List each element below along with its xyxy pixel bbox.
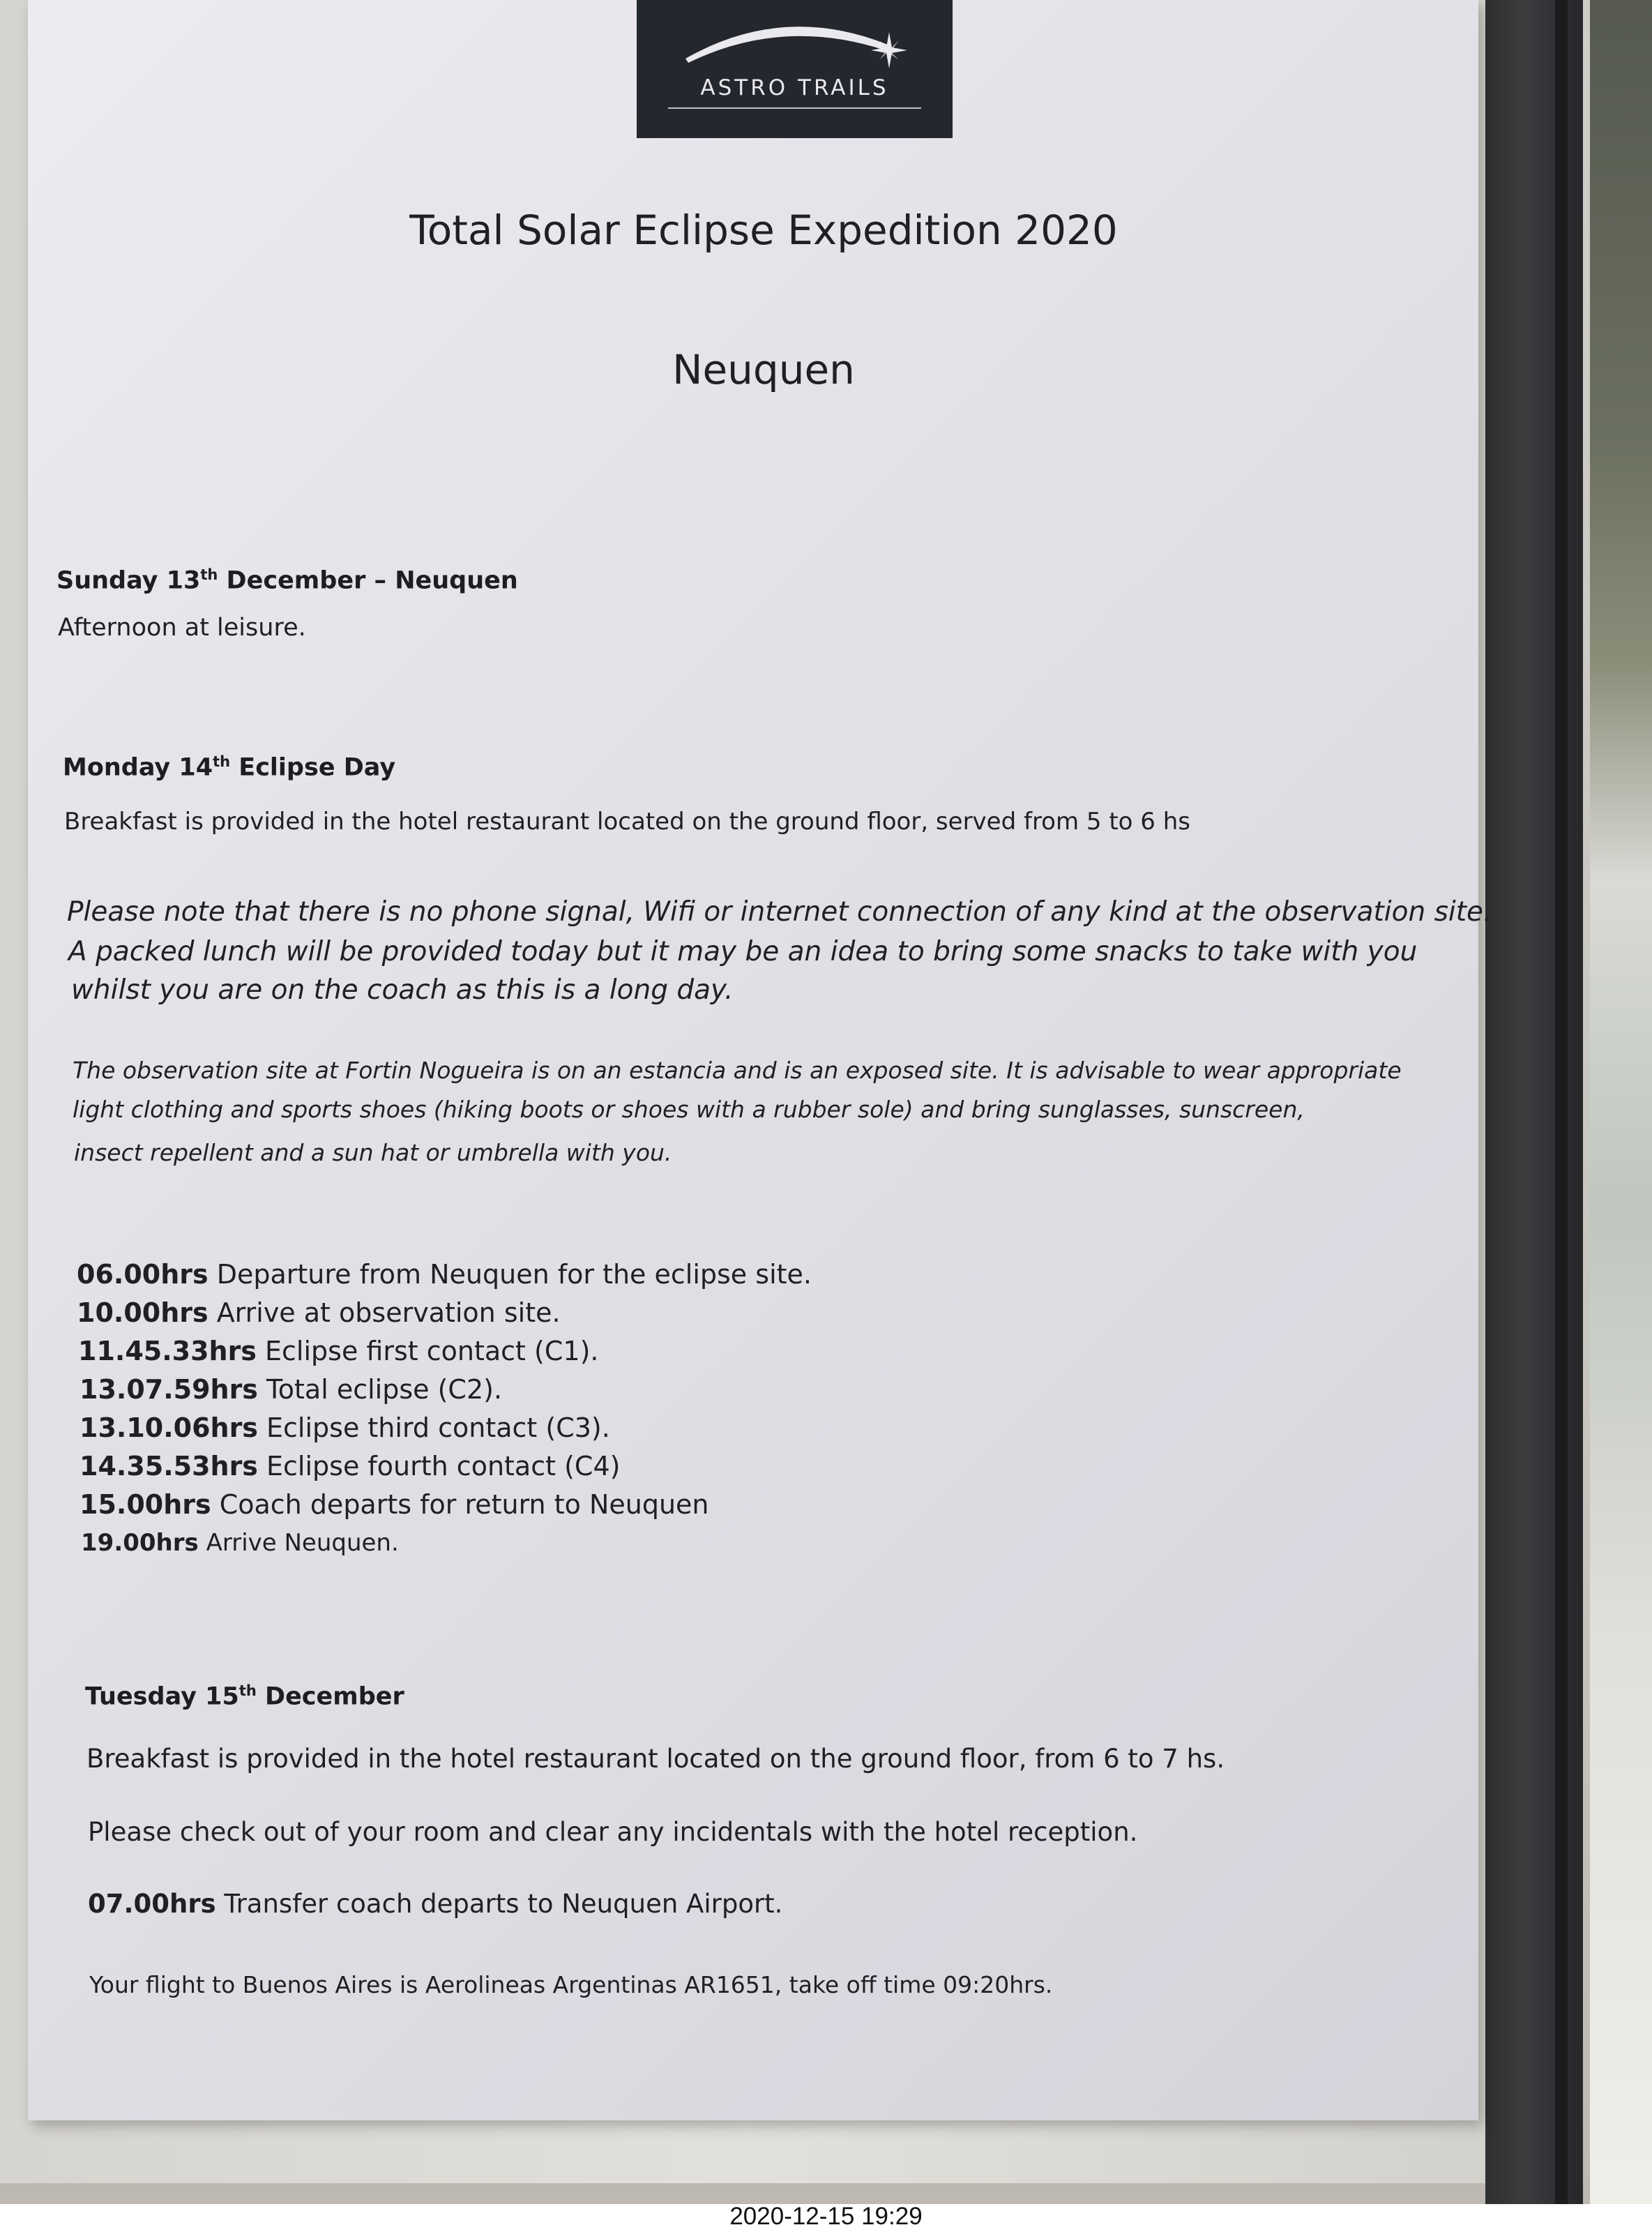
schedule-item: 13.10.06hrs Eclipse third contact (C3). (79, 1412, 610, 1443)
schedule-item: 06.00hrs Departure from Neuquen for the eclipse site. (77, 1259, 812, 1290)
site-line: insect repellent and a sun hat or umbrella with you. (74, 1139, 672, 1166)
schedule-item: 14.35.53hrs Eclipse fourth contact (C4) (79, 1451, 621, 1481)
tuesday-breakfast: Breakfast is provided in the hotel restaurant located on the ground floor, from 6 to 7 hs. (86, 1744, 1225, 1774)
window-background (1590, 0, 1652, 2204)
site-line: The observation site at Fortin Nogueira is on an estancia and is an exposed site. It is advisable to wear appropriate (73, 1057, 1402, 1084)
schedule-item: 11.45.33hrs Eclipse first contact (C1). (78, 1336, 599, 1366)
note-line: A packed lunch will be provided today but it may be an idea to bring some snacks to take with you (68, 936, 1418, 967)
tuesday-flight: Your flight to Buenos Aires is Aerolineas Argentinas AR1651, take off time 09:20hrs. (89, 1971, 1053, 1998)
monday-breakfast: Breakfast is provided in the hotel restaurant located on the ground floor, served from 5 to 6 hs (64, 808, 1190, 836)
tuesday-heading: Tuesday 15th December (85, 1682, 404, 1711)
schedule-item: 10.00hrs Arrive at observation site. (77, 1297, 561, 1328)
sunday-text: Afternoon at leisure. (58, 614, 306, 642)
schedule-item: 13.07.59hrs Total eclipse (C2). (79, 1374, 503, 1405)
note-line: whilst you are on the coach as this is a long day. (71, 974, 734, 1006)
logo-text: ASTRO TRAILS (700, 75, 889, 100)
note-line: Please note that there is no phone signal, Wifi or internet connection of any kind at the observation site. (67, 896, 1492, 928)
page-title: Total Solar Eclipse Expedition 2020 (409, 206, 1118, 254)
schedule-item: 15.00hrs Coach departs for return to Neuquen (79, 1489, 709, 1520)
comet-arc-icon (679, 10, 916, 73)
tuesday-transfer: 07.00hrs Transfer coach departs to Neuquen Airport. (88, 1889, 783, 1919)
astro-trails-logo (637, 0, 953, 138)
tuesday-checkout: Please check out of your room and clear any incidentals with the hotel reception. (88, 1817, 1138, 1847)
sunday-heading: Sunday 13th December – Neuquen (56, 566, 518, 595)
door-edge (1555, 0, 1568, 2204)
photo-timestamp: 2020-12-15 19:29 (729, 2203, 923, 2230)
schedule-item: 19.00hrs Arrive Neuquen. (81, 1529, 399, 1557)
monday-heading: Monday 14th Eclipse Day (63, 753, 396, 782)
logo-rule (668, 107, 921, 109)
site-line: light clothing and sports shoes (hiking boots or shoes with a rubber sole) and bring sunglasses, sunscreen, (73, 1096, 1305, 1123)
door-frame (1485, 0, 1583, 2204)
city-heading: Neuquen (672, 346, 855, 393)
